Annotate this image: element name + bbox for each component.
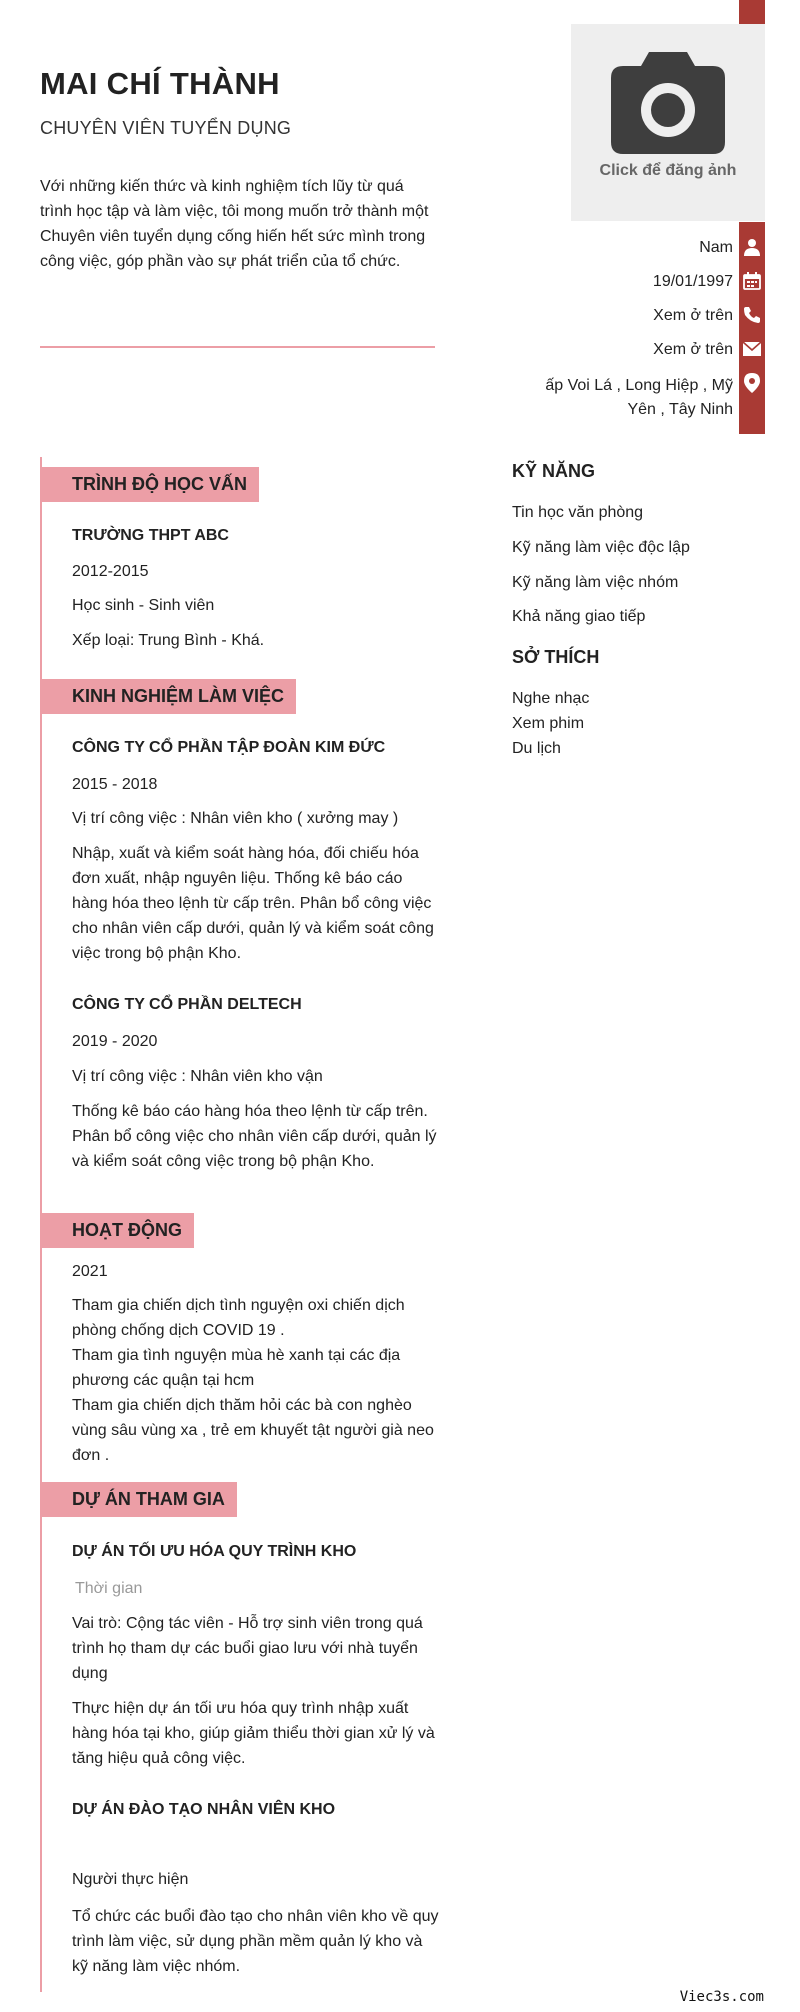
job-1-company: CÔNG TY CỔ PHẦN TẬP ĐOÀN KIM ĐỨC [72, 739, 386, 756]
project-2-role: Người thực hiện [72, 1871, 189, 1888]
sidebar-accent-top [739, 0, 765, 24]
activity-item: Tham gia tình nguyện mùa hè xanh tại các địa phương các quận tại hcm [72, 1347, 401, 1389]
job-1-position: Vị trí công việc : Nhân viên kho ( xưởng may ) [72, 810, 399, 827]
hobby-item: Nghe nhạc [512, 690, 590, 707]
project-1-time: Thời gian [75, 1580, 143, 1597]
job-2-description: Thống kê báo cáo hàng hóa theo lệnh từ cấp trên. Phân bổ công việc cho nhân viên cấp dưới, quản lý và kiểm soát công việc trong bộ phận Kho. [72, 1103, 437, 1170]
phone-value: Xem ở trên [653, 307, 733, 324]
activities-heading: HOẠT ĐỘNG [42, 1213, 194, 1248]
candidate-name: MAI CHÍ THÀNH [40, 66, 280, 101]
hobby-item: Xem phim [512, 715, 585, 732]
address-line-2: Yên , Tây Ninh [627, 401, 733, 418]
project-2-name: DỰ ÁN ĐÀO TẠO NHÂN VIÊN KHO [72, 1801, 336, 1818]
activities-year: 2021 [72, 1263, 108, 1280]
skill-item: Kỹ năng làm việc nhóm [512, 574, 679, 591]
footer-watermark: Viec3s.com [679, 1989, 764, 2005]
projects-heading: DỰ ÁN THAM GIA [42, 1482, 237, 1517]
skill-item: Khả năng giao tiếp [512, 608, 646, 625]
skills-heading: KỸ NĂNG [512, 461, 596, 481]
hobby-item: Du lịch [512, 740, 561, 757]
email-icon [741, 338, 763, 360]
job-1-description: Nhập, xuất và kiểm soát hàng hóa, đối chiếu hóa đơn xuất, nhập nguyên liệu. Thống kê báo cáo hàng hóa theo lệnh từ cấp trên. Phân bổ công việc cho nhân viên cấp dưới, quản lý và kiểm soát công việc trong bộ phận Kho. [72, 845, 434, 962]
education-years: 2012-2015 [72, 563, 149, 580]
header-divider [40, 346, 435, 348]
location-pin-icon [741, 372, 763, 394]
skill-item: Tin học văn phòng [512, 504, 644, 521]
calendar-icon [741, 270, 763, 292]
camera-icon [611, 52, 725, 154]
job-2-position: Vị trí công việc : Nhân viên kho vận [72, 1068, 323, 1085]
dob-value: 19/01/1997 [652, 273, 733, 290]
photo-upload[interactable] [571, 24, 765, 221]
project-1-name: DỰ ÁN TỐI ƯU HÓA QUY TRÌNH KHO [72, 1543, 357, 1560]
education-role: Học sinh - Sinh viên [72, 597, 215, 614]
job-2-years: 2019 - 2020 [72, 1033, 158, 1050]
job-2-company: CÔNG TY CỔ PHẦN DELTECH [72, 996, 302, 1013]
job-title: CHUYÊN VIÊN TUYỂN DỤNG [40, 118, 292, 138]
address-line-1: ấp Voi Lá , Long Hiệp , Mỹ [545, 377, 733, 394]
skill-item: Kỹ năng làm việc độc lập [512, 539, 690, 556]
job-1-years: 2015 - 2018 [72, 776, 158, 793]
hobbies-heading: SỞ THÍCH [512, 647, 600, 667]
career-objective: Với những kiến thức và kinh nghiệm tích lũy từ quá trình học tập và làm việc, tôi mong muốn trở thành một Chuyên viên tuyển dụng cống hiến hết sức mình trong công việc, góp phần vào sự phát triển của tổ chức. [40, 178, 429, 270]
experience-heading: KINH NGHIỆM LÀM VIỆC [42, 679, 296, 714]
project-2-description: Tổ chức các buổi đào tạo cho nhân viên kho về quy trình làm việc, sử dụng phần mềm quản lý kho và kỹ năng làm việc nhóm. [72, 1908, 439, 1975]
activity-item: Tham gia chiến dịch tình nguyện oxi chiến dịch phòng chống dịch COVID 19 . [72, 1297, 405, 1339]
person-icon [741, 236, 763, 258]
activity-item: Tham gia chiến dịch thăm hỏi các bà con nghèo vùng sâu vùng xa , trẻ em khuyết tật người già neo đơn . [72, 1397, 434, 1464]
school-name: TRƯỜNG THPT ABC [72, 527, 229, 544]
email-value: Xem ở trên [653, 341, 733, 358]
phone-icon [741, 304, 763, 326]
education-heading: TRÌNH ĐỘ HỌC VẤN [42, 467, 259, 502]
education-grade: Xếp loại: Trung Bình - Khá. [72, 632, 265, 649]
project-1-description: Thực hiện dự án tối ưu hóa quy trình nhập xuất hàng hóa tại kho, giúp giảm thiểu thời gian xử lý và tăng hiệu quả công việc. [72, 1700, 435, 1767]
gender-value: Nam [699, 239, 733, 256]
project-1-role: Vai trò: Cộng tác viên - Hỗ trợ sinh viên trong quá trình họ tham dự các buổi giao lưu với nhà tuyển dụng [72, 1615, 423, 1682]
photo-upload-caption: Click để đăng ảnh [599, 162, 737, 179]
